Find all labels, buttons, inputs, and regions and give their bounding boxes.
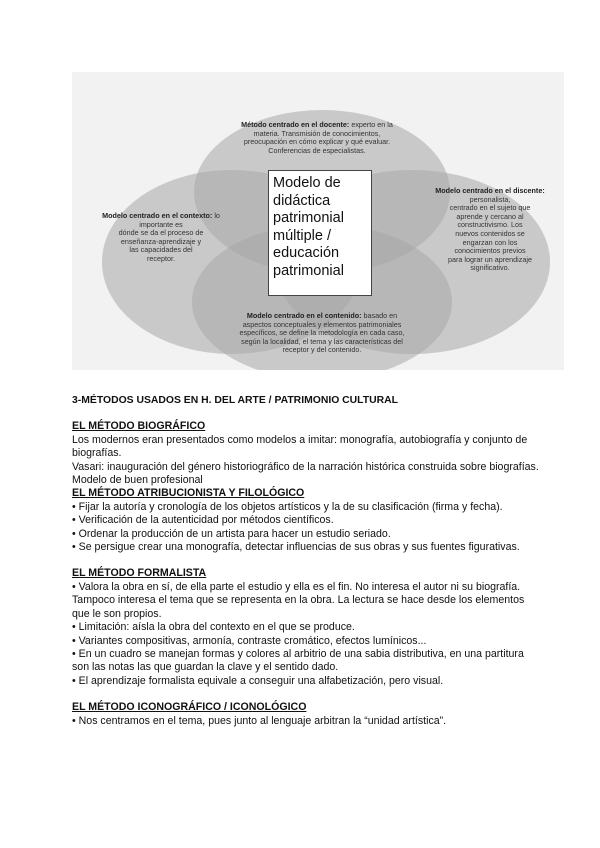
list-item: • En un cuadro se manejan formas y colores al arbitrio de una sabia distributiva, en una partitura son las notas las que guardan la clave y el sentido dado.	[72, 647, 524, 674]
center-line: didáctica	[273, 192, 331, 209]
center-line: patrimonial	[273, 210, 344, 227]
docente-text: Método centrado en el docente: experto en la materia. Transmisión de conocimientos, preocupación en cómo explicar y qué evaluar. Conferencias de especialistas.	[241, 120, 393, 155]
heading-iconografico: EL MÉTODO ICONOGRÁFICO / ICONOLÓGICO	[72, 701, 307, 714]
contexto-text: Modelo centrado en el contexto: lo importante es dónde se da el proceso de enseñanza-aprendizaje y las capacidades del receptor.	[102, 211, 220, 263]
list-item: • Nos centramos en el tema, pues junto al lenguaje arbitran la “unidad artística”.	[72, 714, 447, 727]
discente-text: Modelo centrado en el discente: personalista, centrado en el sujeto que aprende y cercano al constructivismo. Los nuevos contenidos se engarzan con los conocimientos previos para lograr un aprendizaje significativo.	[435, 186, 545, 273]
center-line: educación	[273, 245, 340, 262]
section-title: 3-MÉTODOS USADOS EN H. DEL ARTE / PATRIMONIO CULTURAL	[72, 395, 398, 406]
heading-atribucionista: EL MÉTODO ATRIBUCIONISTA Y FILOLÓGICO	[72, 487, 305, 500]
biografico-paragraph: Vasari: inauguración del género historiográfico de la narración histórica construida sobre biografías. Modelo de buen profesional	[72, 460, 539, 487]
heading-biografico: EL MÉTODO BIOGRÁFICO	[72, 420, 206, 433]
center-line: patrimonial	[273, 262, 344, 279]
heading-formalista: EL MÉTODO FORMALISTA	[72, 567, 207, 580]
biografico-paragraph: Los modernos eran presentados como modelos a imitar: monografía, autobiografía y conjunto de biografías.	[72, 433, 528, 460]
list-item: • Valora la obra en sí, de ella parte el estudio y ella es el fin. No interesa el autor ni su biografía. Tampoco interesa el tema que se representa en la obra. La lectura se hace desde los elementos que le son propios.	[72, 580, 525, 620]
list-item: • Se persigue crear una monografía, detectar influencias de sus obras y sus fuentes figurativas.	[72, 541, 520, 554]
contenido-text: Modelo centrado en el contenido: basado en aspectos conceptuales y elementos patrimoniales específicos, se define la metodología en cada caso, según la localidad, el tema y las características del receptor y del contenido.	[239, 311, 405, 355]
list-item: • Verificación de la autenticidad por métodos científicos.	[72, 514, 334, 527]
document-body	[72, 394, 542, 728]
center-line: Modelo de	[273, 175, 341, 191]
venn-diagram	[72, 72, 564, 370]
list-item: • Ordenar la producción de un artista para hacer un estudio seriado.	[72, 527, 391, 540]
list-item: • Variantes compositivas, armonía, contraste cromático, efectos lumínicos...	[72, 634, 427, 647]
center-line: múltiple /	[273, 227, 332, 244]
center-box	[268, 170, 372, 296]
list-item: • Fijar la autoría y cronología de los objetos artísticos y la de su clasificación (firma y fecha).	[72, 500, 503, 513]
list-item: • Limitación: aísla la obra del contexto en el que se produce.	[72, 621, 355, 634]
list-item: • El aprendizaje formalista equivale a conseguir una alfabetización, pero visual.	[72, 674, 444, 687]
